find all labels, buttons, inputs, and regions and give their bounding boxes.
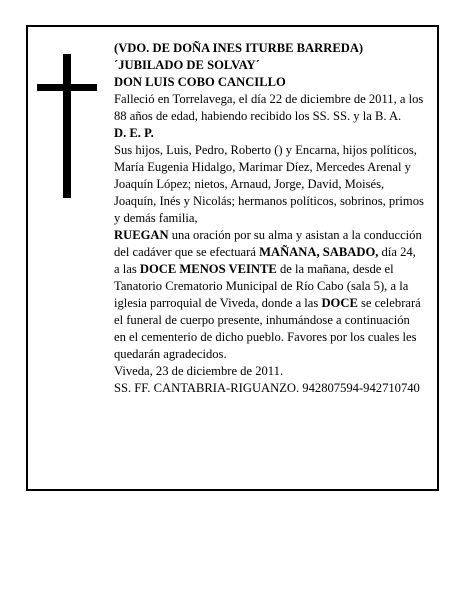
request-text-2: día 24, a las (114, 245, 416, 276)
widow-line: (VDO. DE DOÑA INES ITURBE BARREDA) (114, 41, 364, 55)
funeral-time: DOCE (321, 296, 358, 310)
funeral-request (114, 227, 424, 363)
cross-vertical-bar (63, 54, 71, 198)
death-notice: Falleció en Torrelavega, el día 22 de diciembre de 2011, a los 88 años de edad, habiendo recibido los SS. SS. y la B. A. (114, 92, 424, 123)
obituary-text (114, 40, 424, 397)
deceased-name: DON LUIS COBO CANCILLO (114, 75, 286, 89)
request-text-3: de la mañana, desde el Tanatorio Crematorio Municipal de Río Cabo (sala 5), a la iglesia parroquial de Viveda, donde a las (114, 262, 409, 310)
family-list: Sus hijos, Luis, Pedro, Roberto () y Encarna, hijos políticos, María Eugenia Hidalgo, Marimar Díez, Mercedes Arenal y Joaquín López; nietos, Arnaud, Jorge, David, Moisés, Joaquín, Inés y Nicolás; hermanos políticos, sobrinos, primos y demás familia, (114, 143, 424, 225)
cross-icon (37, 54, 97, 198)
request-text-1: una oración por su alma y asistan a la conducción del cadáver que se efectuará (114, 228, 422, 259)
dep-line: D. E. P. (114, 126, 154, 140)
funeral-home: SS. FF. CANTABRIA-RIGUANZO. 942807594-942710740 (114, 381, 420, 395)
request-text-4: se celebrará el funeral de cuerpo presente, inhumándose a continuación en el cementerio de dicho pueblo. Favores por los cuales les quedarán agradecidos. (114, 296, 421, 361)
day-text: MAÑANA, SABADO, (259, 245, 379, 259)
cross-horizontal-bar (37, 84, 97, 91)
departure-time: DOCE MENOS VEINTE (139, 262, 277, 276)
date-line: Viveda, 23 de diciembre de 2011. (114, 364, 284, 378)
ruegan-text: RUEGAN (114, 228, 169, 242)
retired-line: ´JUBILADO DE SOLVAY´ (114, 58, 260, 72)
